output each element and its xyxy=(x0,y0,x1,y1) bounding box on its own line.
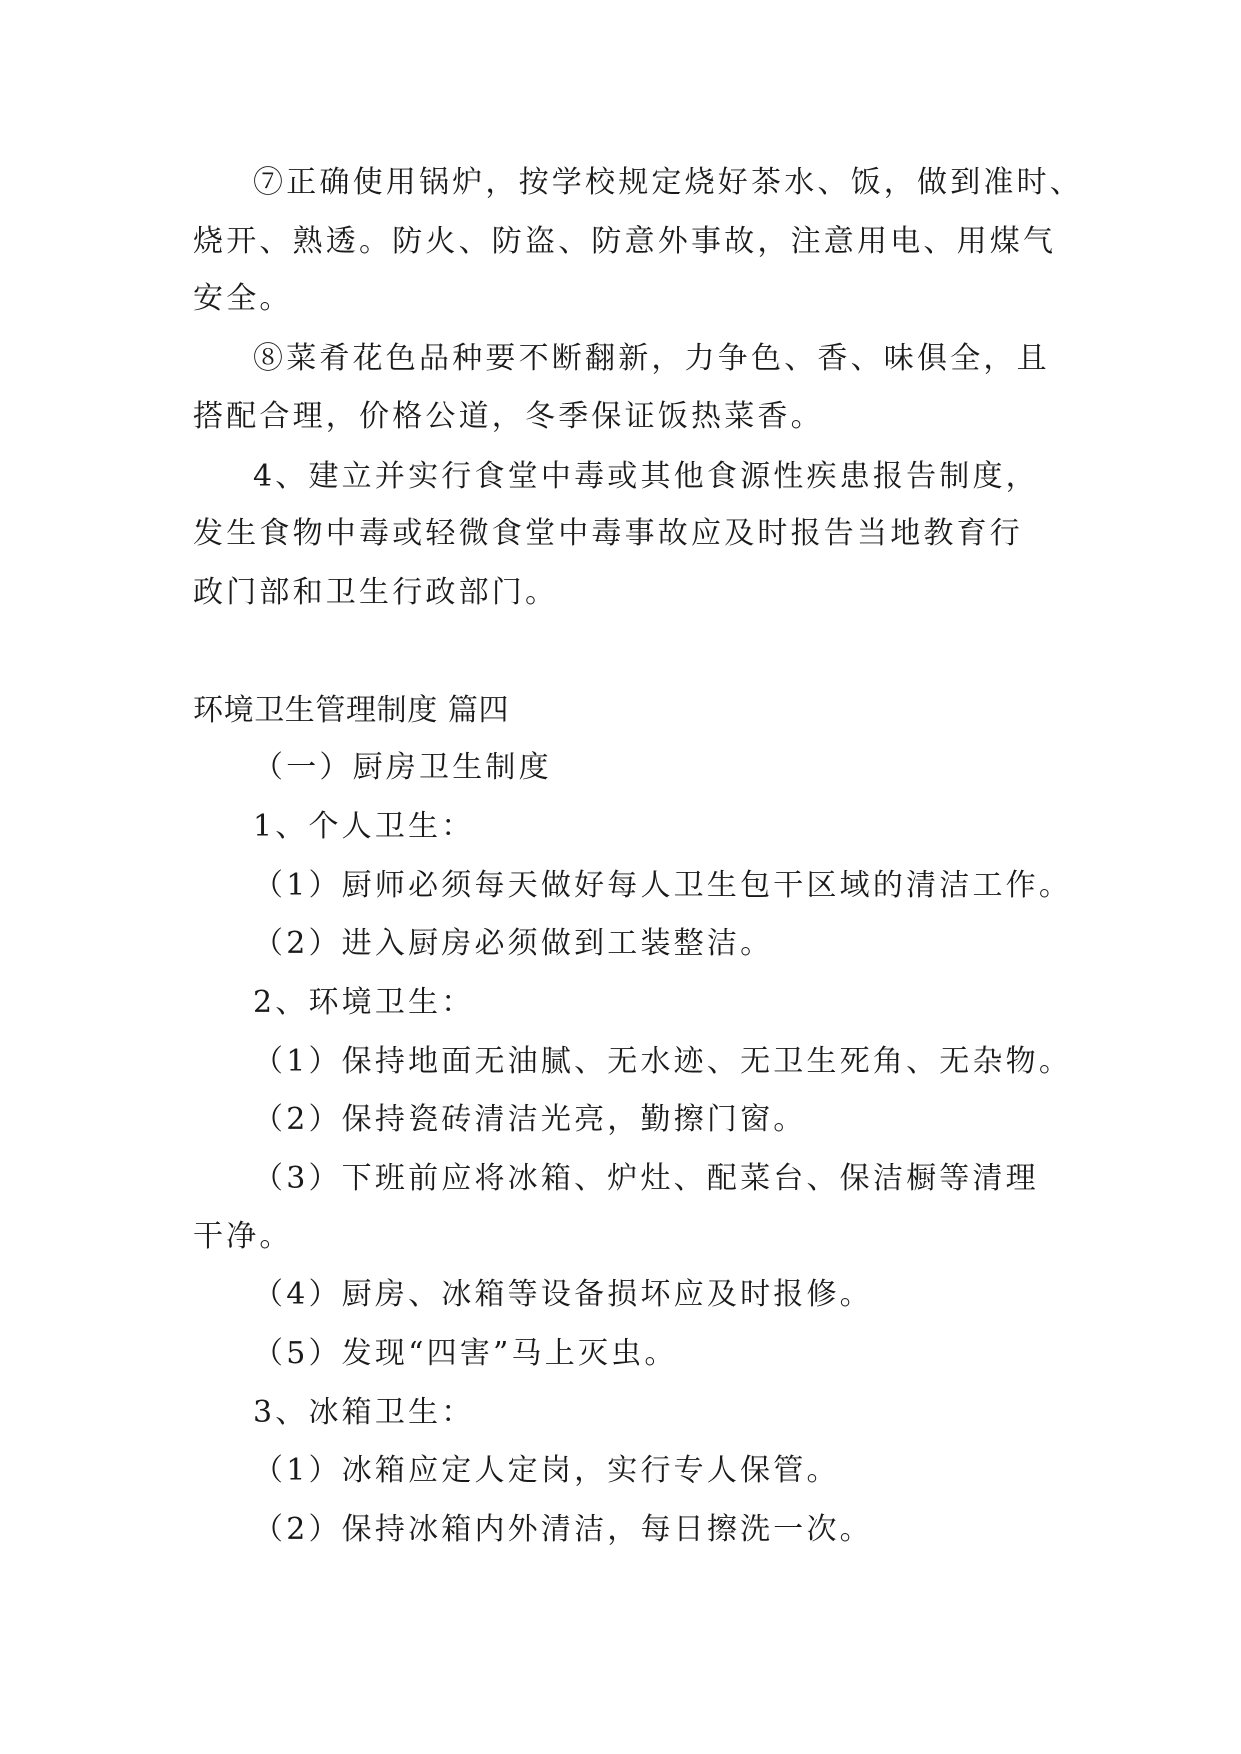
personal-item-2: （2）进入厨房必须做到工装整洁。 xyxy=(253,926,774,961)
environment-item-3-line2: 干净。 xyxy=(193,1219,293,1254)
environment-item-2: （2）保持瓷砖清洁光亮，勤擦门窗。 xyxy=(253,1102,807,1137)
fridge-hygiene-title: 3、冰箱卫生： xyxy=(253,1395,475,1430)
para1-line3: 安全。 xyxy=(193,281,293,316)
personal-item-1: （1）厨师必须每天做好每人卫生包干区域的清洁工作。 xyxy=(253,868,1073,903)
para2-line2: 搭配合理，价格公道，冬季保证饭热菜香。 xyxy=(193,399,824,434)
para1-line2: 烧开、熟透。防火、防盗、防意外事故，注意用电、用煤气 xyxy=(193,224,1057,259)
personal-hygiene-title: 1、个人卫生： xyxy=(253,809,475,844)
environment-item-4: （4）厨房、冰箱等设备损坏应及时报修。 xyxy=(253,1277,873,1312)
environment-item-1: （1）保持地面无油腻、无水迹、无卫生死角、无杂物。 xyxy=(253,1044,1073,1079)
para1-line1: ⑦正确使用锅炉，按学校规定烧好茶水、饭，做到准时、 xyxy=(253,165,1083,200)
para3-line3: 政门部和卫生行政部门。 xyxy=(193,575,559,610)
para3-line2: 发生食物中毒或轻微食堂中毒事故应及时报告当地教育行 xyxy=(193,516,1023,551)
fridge-item-2: （2）保持冰箱内外清洁，每日擦洗一次。 xyxy=(253,1512,873,1547)
para2-line1: ⑧菜肴花色品种要不断翻新，力争色、香、味俱全，且 xyxy=(253,341,1050,376)
subsection-title: （一）厨房卫生制度 xyxy=(253,750,552,785)
para3-line1: 4、建立并实行食堂中毒或其他食源性疾患报告制度， xyxy=(253,459,1039,494)
environment-item-3-line1: （3）下班前应将冰箱、炉灶、配菜台、保洁橱等清理 xyxy=(253,1161,1039,1196)
fridge-item-1: （1）冰箱应定人定岗，实行专人保管。 xyxy=(253,1453,840,1488)
environment-item-5: （5）发现“四害”马上灭虫。 xyxy=(253,1336,678,1371)
section-heading: 环境卫生管理制度 篇四 xyxy=(193,693,510,728)
environment-hygiene-title: 2、环境卫生： xyxy=(253,985,475,1020)
